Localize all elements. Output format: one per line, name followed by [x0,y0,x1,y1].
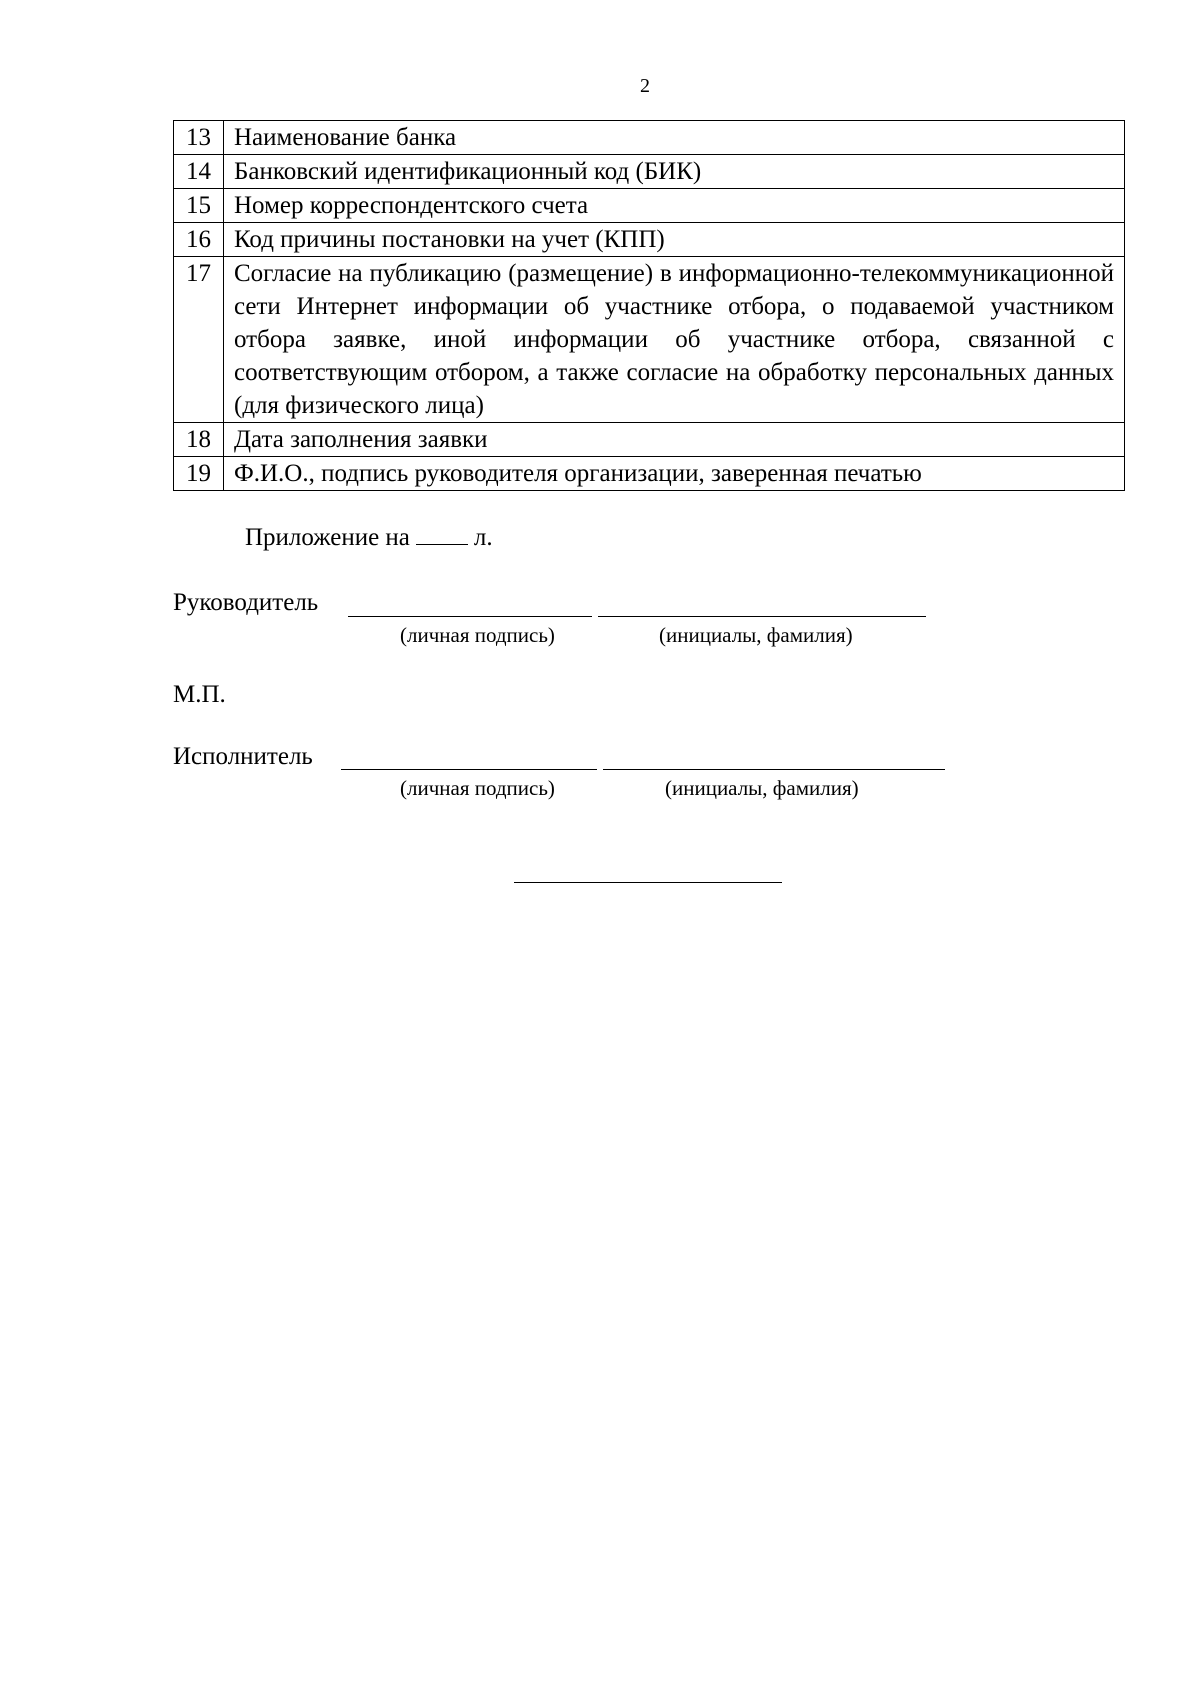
row-number: 17 [174,257,224,423]
table-row [174,155,1125,189]
head-signature-blank [348,616,592,617]
executor-label: Исполнитель [173,743,313,770]
table-row [174,257,1125,423]
row-text: Ф.И.О., подпись руководителя организации, заверенная печатью [224,457,1125,491]
row-text: Наименование банка [224,121,1125,155]
table-row [174,121,1125,155]
head-label: Руководитель [173,589,319,616]
seal-mark: М.П. [173,681,226,708]
row-number: 18 [174,423,224,457]
table-row [174,423,1125,457]
attachment-line [245,523,493,553]
head-name-caption: (инициалы, фамилия) [659,623,853,647]
table-row [174,223,1125,257]
row-text: Код причины постановки на учет (КПП) [224,223,1125,257]
row-number: 13 [174,121,224,155]
page-number: 2 [640,75,650,97]
row-text: Банковский идентификационный код (БИК) [224,155,1125,189]
executor-signature-caption: (личная подпись) [400,776,555,800]
executor-name-blank [603,769,945,770]
executor-name-caption: (инициалы, фамилия) [665,776,859,800]
end-separator-line [514,882,782,883]
row-number: 14 [174,155,224,189]
row-number: 15 [174,189,224,223]
attachment-pages-blank [416,544,468,545]
executor-signature-blank [341,769,597,770]
attachment-prefix: Приложение на [245,524,410,551]
attachment-suffix: л. [473,524,493,551]
row-number: 16 [174,223,224,257]
table-row [174,457,1125,491]
head-name-blank [598,616,926,617]
row-number: 19 [174,457,224,491]
head-signature-caption: (личная подпись) [400,623,555,647]
row-text: Дата заполнения заявки [224,423,1125,457]
table-row [174,189,1125,223]
application-fields-table [173,120,1125,491]
row-text: Согласие на публикацию (размещение) в информационно-телекоммуникационной сети Интернет информации об участнике отбора, о подаваемой участником отбора заявке, иной информации об участнике отбора, связанной с соответствующим отбором, а также согласие на обработку персональных данных (для физического лица) [224,257,1125,423]
row-text: Номер корреспондентского счета [224,189,1125,223]
